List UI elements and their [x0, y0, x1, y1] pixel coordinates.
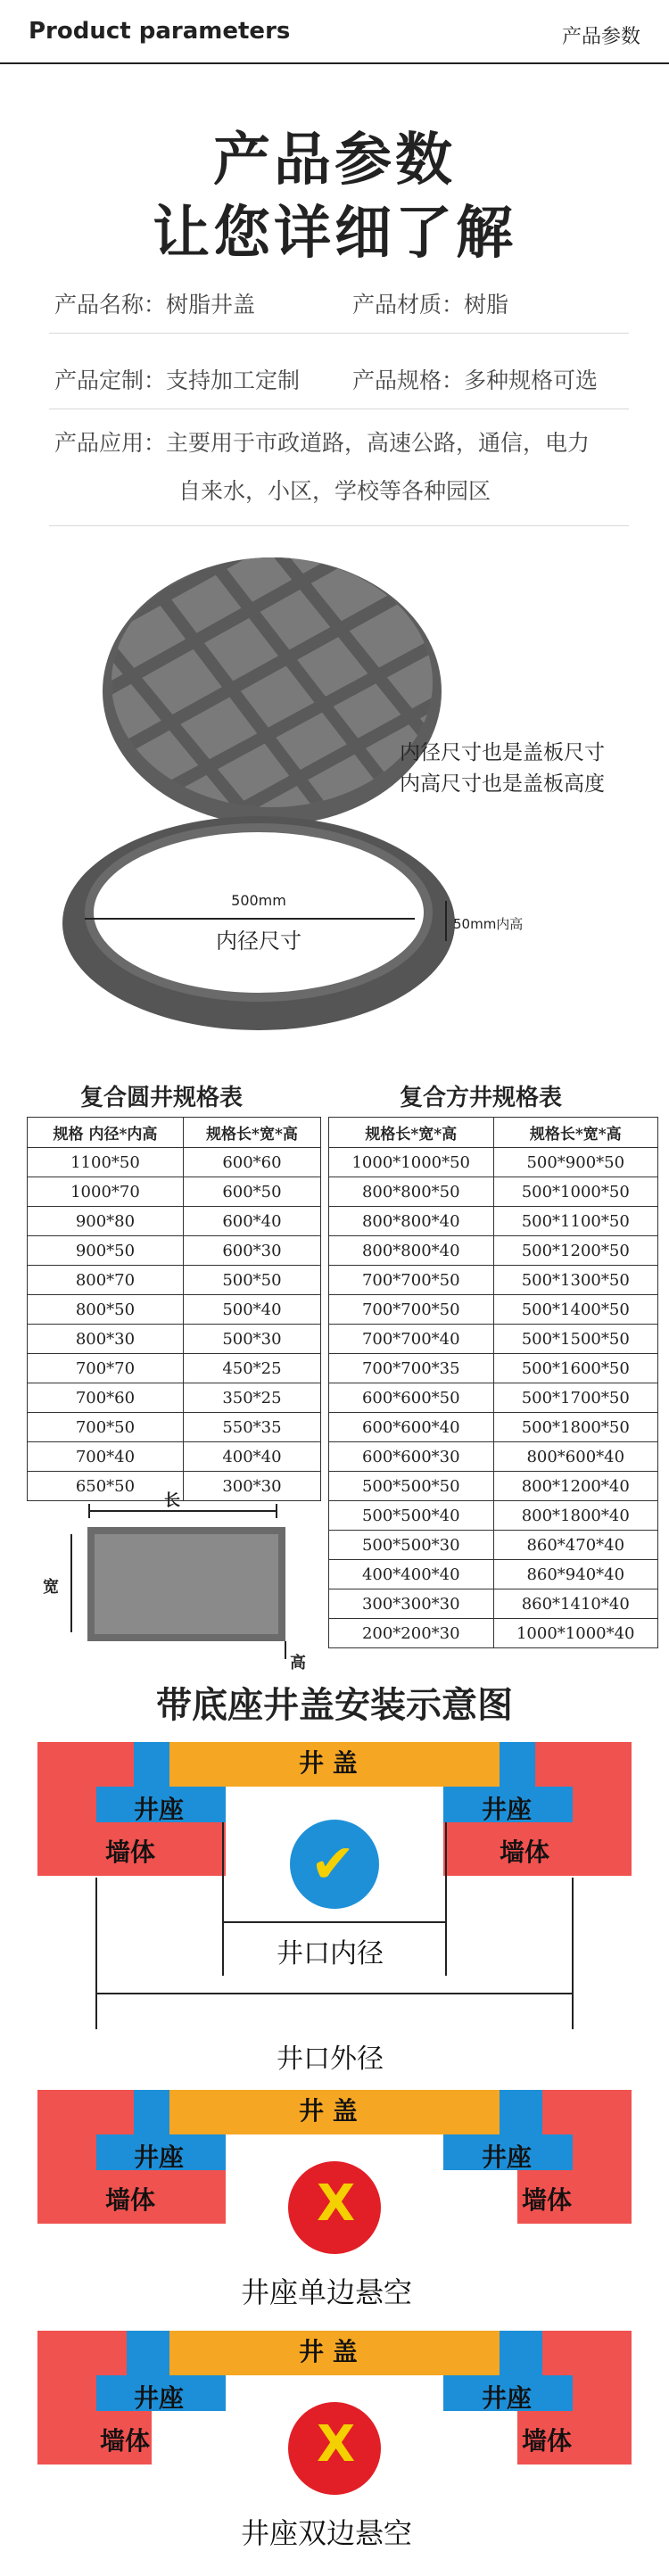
caption-single-overhang: 井座单边悬空	[241, 2275, 413, 2309]
round-cell: 900*50	[28, 1236, 184, 1266]
wall-label-left-1: 墙体	[105, 1837, 156, 1867]
square-cell: 400*400*40	[329, 1560, 494, 1589]
square-row	[329, 1354, 658, 1383]
round-cell: 500*50	[183, 1266, 320, 1295]
dim-height-label: 50mm内高	[453, 916, 524, 932]
round-cell: 400*40	[183, 1442, 320, 1472]
square-cell: 600*600*40	[329, 1413, 494, 1442]
square-table-title: 复合方井规格表	[400, 1085, 563, 1111]
square-row	[329, 1383, 658, 1413]
square-cell: 860*940*40	[493, 1560, 658, 1589]
square-cell: 500*1400*50	[493, 1295, 658, 1325]
square-row	[329, 1266, 658, 1295]
dim-inner-label: 内径尺寸	[216, 929, 301, 954]
round-cell: 700*70	[28, 1354, 184, 1383]
square-cell: 800*800*40	[329, 1207, 494, 1236]
round-row	[28, 1207, 321, 1236]
round-row	[28, 1266, 321, 1295]
square-row	[329, 1472, 658, 1501]
square-cell: 800*800*40	[329, 1236, 494, 1266]
square-cell: 500*500*40	[329, 1501, 494, 1531]
square-row	[329, 1207, 658, 1236]
square-cell: 700*700*40	[329, 1325, 494, 1354]
param-row-1	[49, 268, 629, 334]
square-table-head-1: 规格长*宽*高	[329, 1118, 494, 1148]
x-icon-2: X	[317, 2415, 356, 2473]
seat-label-right-1: 井座	[482, 1795, 533, 1824]
round-row	[28, 1383, 321, 1413]
check-icon: ✔	[310, 1833, 356, 1895]
square-cell: 500*1600*50	[493, 1354, 658, 1383]
param-material: 产品材质：树脂	[352, 292, 509, 318]
note-diameter: 内径尺寸也是盖板尺寸	[400, 741, 605, 764]
square-row	[329, 1442, 658, 1472]
wall-label-right-1: 墙体	[500, 1837, 550, 1867]
square-length-label: 长	[164, 1491, 180, 1510]
hero-line-2: 让您详细了解	[153, 201, 516, 267]
square-spec-table	[328, 1117, 658, 1648]
square-width-label: 宽	[43, 1578, 59, 1597]
square-cell: 500*1800*50	[493, 1413, 658, 1442]
install-title: 带底座井盖安装示意图	[156, 1685, 513, 1726]
square-cell: 500*1700*50	[493, 1383, 658, 1413]
square-cell: 600*600*30	[329, 1442, 494, 1472]
square-row	[329, 1619, 658, 1648]
page-header	[0, 0, 669, 64]
wall-label-left-2: 墙体	[105, 2185, 156, 2215]
outer-diameter-label: 井口外径	[277, 2043, 384, 2075]
square-cell: 800*800*50	[329, 1177, 494, 1207]
square-cell: 500*1500*50	[493, 1325, 658, 1354]
square-row	[329, 1148, 658, 1177]
square-row	[329, 1560, 658, 1589]
round-cell: 1100*50	[28, 1148, 184, 1177]
param-application	[49, 419, 629, 526]
round-cell: 300*30	[183, 1472, 320, 1501]
square-cell: 700*700*35	[329, 1354, 494, 1383]
param-spec: 产品规格：多种规格可选	[352, 367, 599, 393]
square-cell: 860*470*40	[493, 1531, 658, 1560]
header-title-en: Product parameters	[29, 18, 291, 45]
round-cell: 500*30	[183, 1325, 320, 1354]
round-cell: 700*50	[28, 1413, 184, 1442]
round-row	[28, 1236, 321, 1266]
seat-label-right-2: 井座	[482, 2143, 533, 2172]
round-cell: 800*50	[28, 1295, 184, 1325]
square-cell: 800*1200*40	[493, 1472, 658, 1501]
seat-label-left-1: 井座	[134, 1795, 185, 1824]
square-cell: 600*600*50	[329, 1383, 494, 1413]
round-cell: 450*25	[183, 1354, 320, 1383]
round-row	[28, 1442, 321, 1472]
square-cell: 500*1000*50	[493, 1177, 658, 1207]
cover-label-2: 井 盖	[299, 2096, 358, 2126]
square-cell: 500*1100*50	[493, 1207, 658, 1236]
round-cell: 600*60	[183, 1148, 320, 1177]
param-name: 产品名称：树脂井盖	[54, 292, 256, 318]
square-cell: 1000*1000*50	[329, 1148, 494, 1177]
param-app-line-2: 自来水，小区，学校等各种园区	[178, 478, 491, 504]
caption-double-overhang: 井座双边悬空	[241, 2516, 413, 2550]
round-cell: 350*25	[183, 1383, 320, 1413]
square-row	[329, 1501, 658, 1531]
round-row	[28, 1325, 321, 1354]
wall-label-right-3: 墙体	[522, 2426, 573, 2456]
seat-label-left-2: 井座	[134, 2143, 185, 2172]
round-row	[28, 1148, 321, 1177]
square-cell: 500*500*50	[329, 1472, 494, 1501]
square-row	[329, 1177, 658, 1207]
square-row	[329, 1531, 658, 1560]
square-row	[329, 1295, 658, 1325]
round-cell: 700*40	[28, 1442, 184, 1472]
round-table-head-2: 规格长*宽*高	[183, 1118, 320, 1148]
x-icon-1: X	[317, 2175, 356, 2233]
round-row	[28, 1295, 321, 1325]
round-cell: 1000*70	[28, 1177, 184, 1207]
square-cell: 500*1300*50	[493, 1266, 658, 1295]
square-cell: 500*900*50	[493, 1148, 658, 1177]
wall-label-right-2: 墙体	[522, 2185, 573, 2215]
hero-line-1: 产品参数	[213, 128, 456, 194]
round-table-title: 复合圆井规格表	[80, 1085, 244, 1111]
cover-label-1: 井 盖	[299, 1748, 358, 1778]
wall-label-left-3: 墙体	[100, 2426, 151, 2456]
square-cell: 700*700*50	[329, 1295, 494, 1325]
round-cell: 550*35	[183, 1413, 320, 1442]
round-cell: 500*40	[183, 1295, 320, 1325]
square-row	[329, 1325, 658, 1354]
round-cell: 800*70	[28, 1266, 184, 1295]
square-cell: 500*1200*50	[493, 1236, 658, 1266]
square-height-label: 高	[290, 1654, 306, 1672]
square-row	[329, 1236, 658, 1266]
round-cell: 600*40	[183, 1207, 320, 1236]
square-cell: 1000*1000*40	[493, 1619, 658, 1648]
square-cell: 700*700*50	[329, 1266, 494, 1295]
note-height: 内高尺寸也是盖板高度	[400, 772, 605, 796]
seat-label-left-3: 井座	[134, 2383, 185, 2413]
round-cell: 700*60	[28, 1383, 184, 1413]
round-cell: 600*30	[183, 1236, 320, 1266]
round-cell: 650*50	[28, 1472, 184, 1501]
square-row	[329, 1413, 658, 1442]
square-cover-image	[36, 1499, 303, 1668]
cover-label-3: 井 盖	[299, 2337, 358, 2366]
square-row	[329, 1589, 658, 1619]
dim-500-label: 500mm	[231, 892, 286, 909]
round-cell: 600*50	[183, 1177, 320, 1207]
square-table-head-2: 规格长*宽*高	[493, 1118, 658, 1148]
round-spec-table	[27, 1117, 321, 1501]
round-cell: 800*30	[28, 1325, 184, 1354]
round-table-head-1: 规格 内径*内高	[28, 1118, 184, 1148]
param-custom: 产品定制：支持加工定制	[54, 367, 301, 393]
round-row	[28, 1354, 321, 1383]
square-cell: 860*1410*40	[493, 1589, 658, 1619]
header-title-cn: 产品参数	[561, 26, 640, 48]
square-cell: 200*200*30	[329, 1619, 494, 1648]
install-diagram-correct	[0, 1735, 669, 2056]
round-cell: 900*80	[28, 1207, 184, 1236]
round-row	[28, 1177, 321, 1207]
square-cell: 500*500*30	[329, 1531, 494, 1560]
square-cell: 800*1800*40	[493, 1501, 658, 1531]
seat-label-right-3: 井座	[482, 2383, 533, 2413]
square-cell: 800*600*40	[493, 1442, 658, 1472]
square-cell: 300*300*30	[329, 1589, 494, 1619]
round-row	[28, 1413, 321, 1442]
param-app-line-1: 产品应用：主要用于市政道路，高速公路，通信，电力	[54, 430, 591, 456]
param-row-2	[49, 343, 629, 409]
inner-diameter-label: 井口内径	[277, 1938, 384, 1969]
